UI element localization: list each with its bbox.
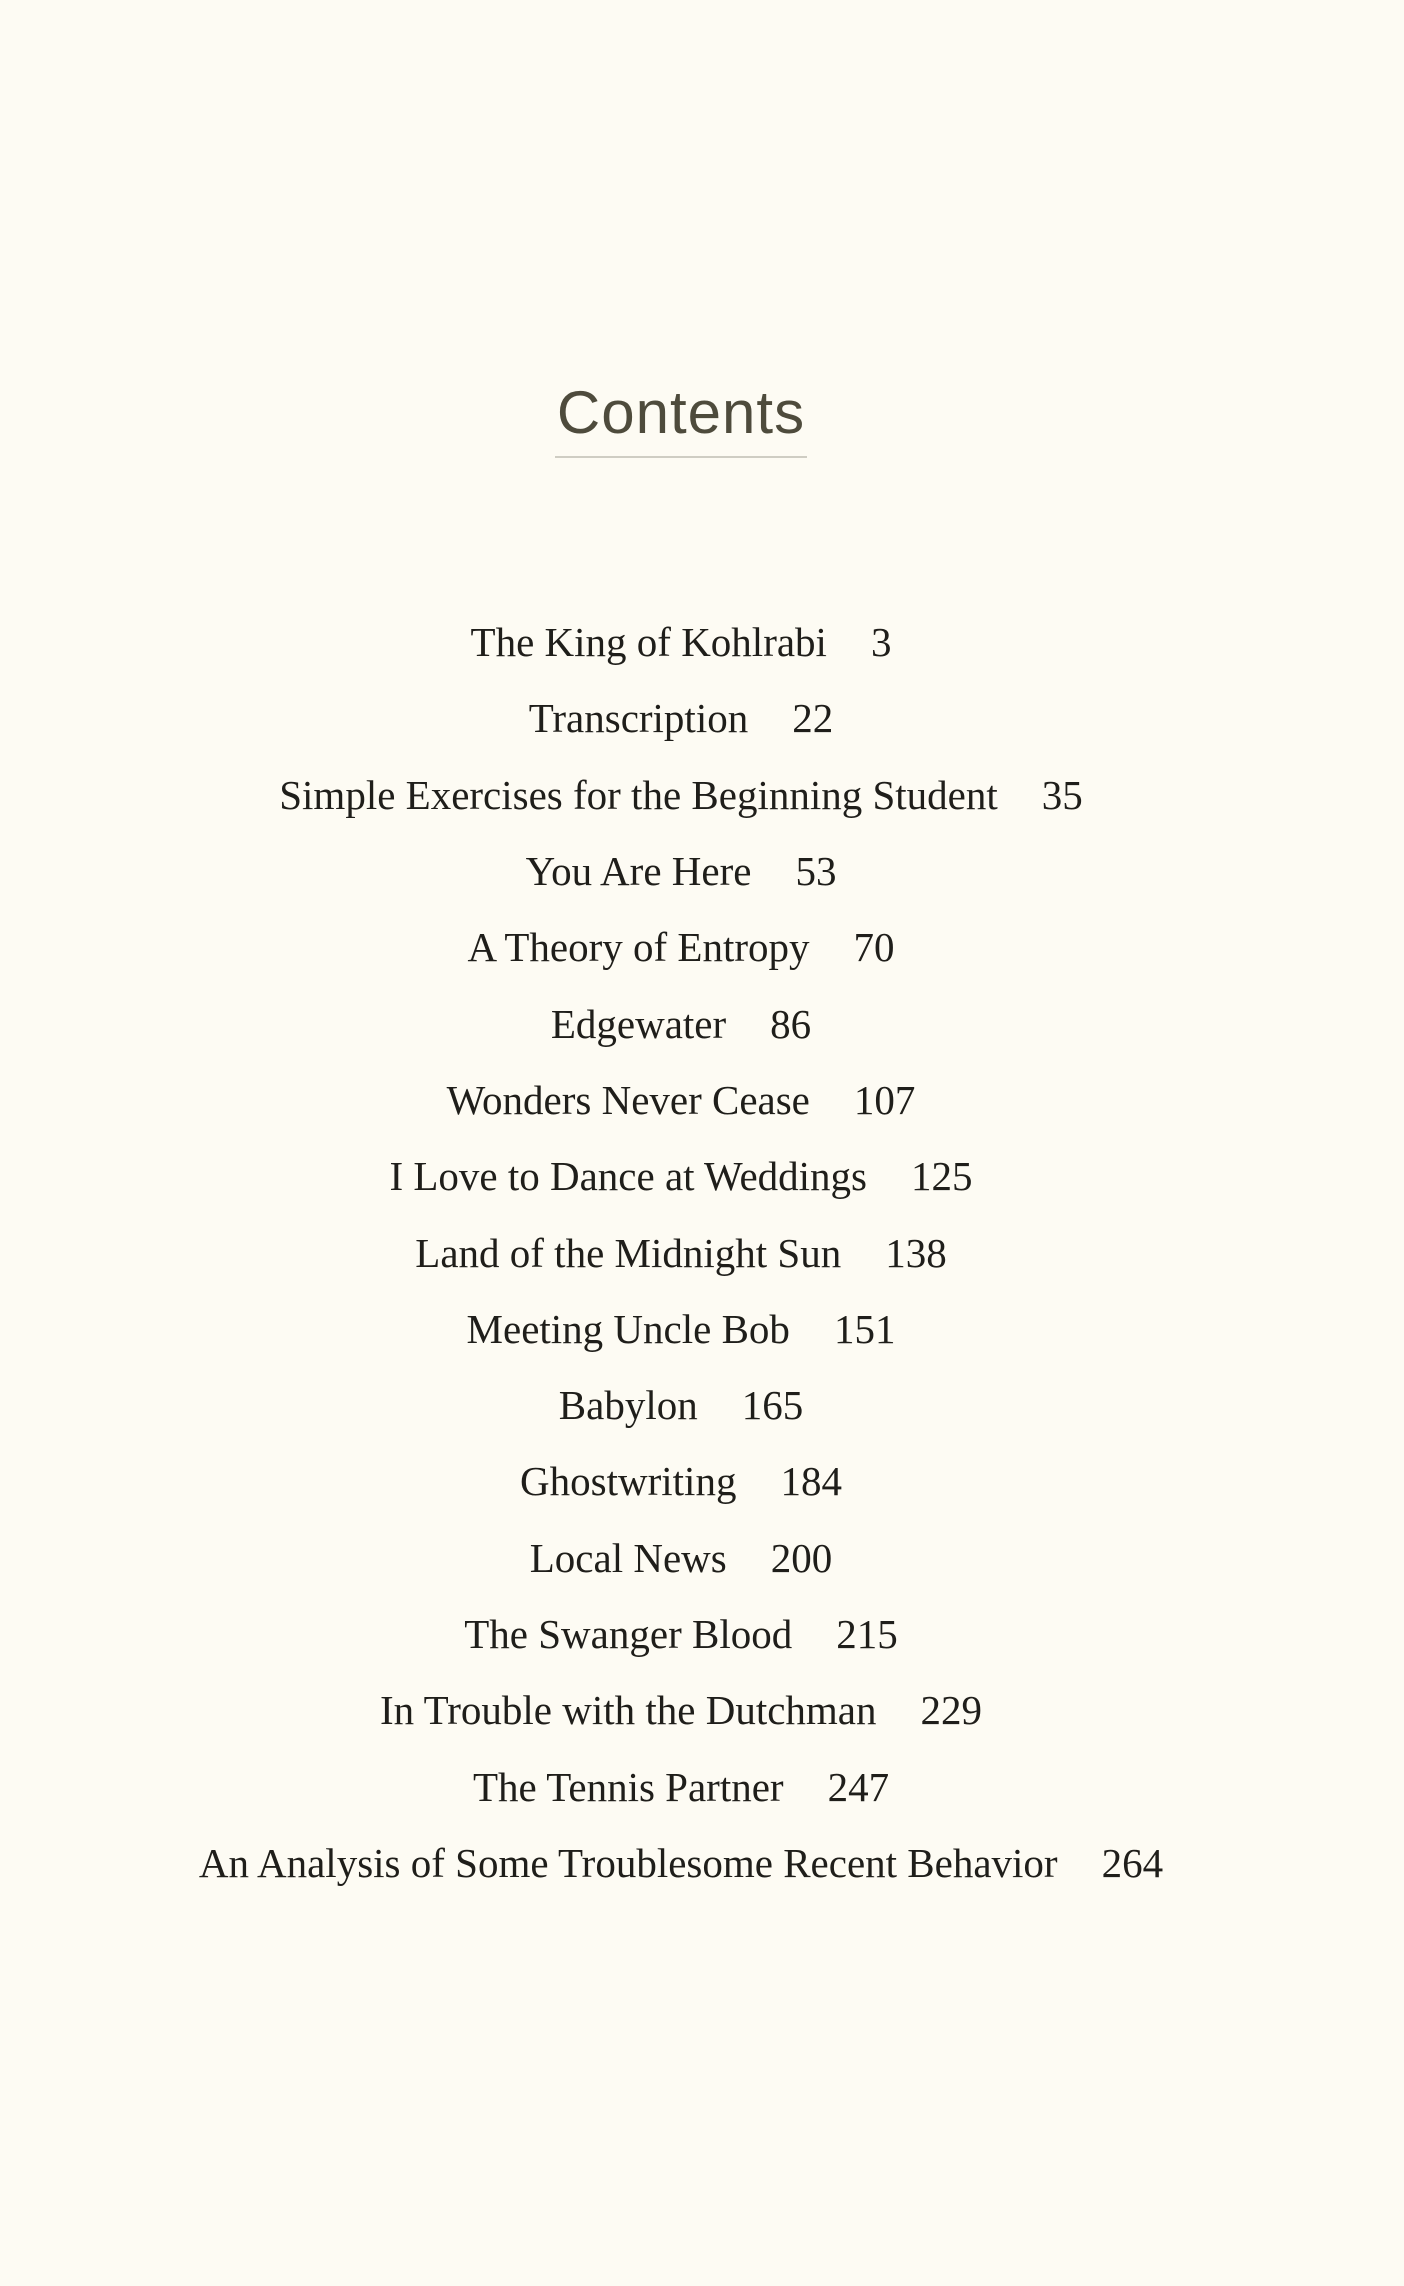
entry-title: Wonders Never Cease bbox=[446, 1076, 810, 1123]
entry-page-number: 35 bbox=[1041, 771, 1083, 818]
toc-entry bbox=[0, 1748, 1362, 1824]
entry-title: Simple Exercises for the Beginning Student bbox=[279, 771, 998, 818]
entry-page-number: 3 bbox=[870, 619, 892, 666]
entry-page-number: 151 bbox=[833, 1305, 896, 1352]
toc-entry bbox=[0, 757, 1362, 833]
entry-title: Land of the Midnight Sun bbox=[415, 1229, 842, 1276]
toc-entry bbox=[0, 1443, 1362, 1519]
entry-page-number: 264 bbox=[1101, 1839, 1164, 1886]
entry-page-number: 229 bbox=[920, 1687, 983, 1734]
entry-page-number: 70 bbox=[853, 924, 895, 971]
entry-page-number: 247 bbox=[827, 1763, 890, 1810]
entry-page-number: 53 bbox=[795, 848, 837, 895]
toc-entry bbox=[0, 1062, 1362, 1138]
entry-title: In Trouble with the Dutchman bbox=[379, 1687, 877, 1734]
entry-title: Transcription bbox=[528, 695, 749, 742]
entry-page-number: 22 bbox=[792, 695, 834, 742]
entry-title: A Theory of Entropy bbox=[467, 924, 810, 971]
toc-entry bbox=[0, 833, 1362, 909]
toc-entry bbox=[0, 1596, 1362, 1672]
entry-title: I Love to Dance at Weddings bbox=[389, 1153, 868, 1200]
entry-title: Babylon bbox=[558, 1382, 698, 1429]
table-of-contents bbox=[0, 604, 1362, 1901]
entry-page-number: 165 bbox=[741, 1382, 804, 1429]
entry-title: An Analysis of Some Troublesome Recent Behavior bbox=[198, 1839, 1058, 1886]
entry-title: You Are Here bbox=[525, 848, 752, 895]
toc-entry bbox=[0, 1672, 1362, 1748]
entry-title: Ghostwriting bbox=[520, 1458, 737, 1505]
entry-page-number: 107 bbox=[853, 1076, 916, 1123]
entry-title: The Tennis Partner bbox=[472, 1763, 784, 1810]
entry-title: Meeting Uncle Bob bbox=[466, 1305, 790, 1352]
contents-heading: Contents bbox=[555, 380, 807, 458]
entry-title: The Swanger Blood bbox=[464, 1611, 793, 1657]
entry-page-number: 215 bbox=[836, 1611, 898, 1657]
entry-page-number: 184 bbox=[780, 1458, 842, 1505]
toc-entry bbox=[0, 1520, 1362, 1596]
entry-page-number: 125 bbox=[911, 1153, 973, 1200]
entry-title: The King of Kohlrabi bbox=[470, 619, 827, 666]
toc-entry bbox=[0, 1367, 1362, 1443]
heading-container bbox=[0, 340, 1362, 498]
toc-entry bbox=[0, 1291, 1362, 1367]
entry-page-number: 200 bbox=[770, 1534, 833, 1581]
toc-entry bbox=[0, 1214, 1362, 1290]
toc-entry bbox=[0, 680, 1362, 756]
toc-entry bbox=[0, 985, 1362, 1061]
entry-title: Edgewater bbox=[550, 1000, 727, 1047]
toc-entry bbox=[0, 909, 1362, 985]
entry-page-number: 138 bbox=[885, 1229, 947, 1276]
entry-page-number: 86 bbox=[770, 1000, 812, 1047]
entry-title: Local News bbox=[529, 1534, 727, 1581]
toc-entry bbox=[0, 1825, 1362, 1901]
toc-entry bbox=[0, 604, 1362, 680]
toc-entry bbox=[0, 1138, 1362, 1214]
